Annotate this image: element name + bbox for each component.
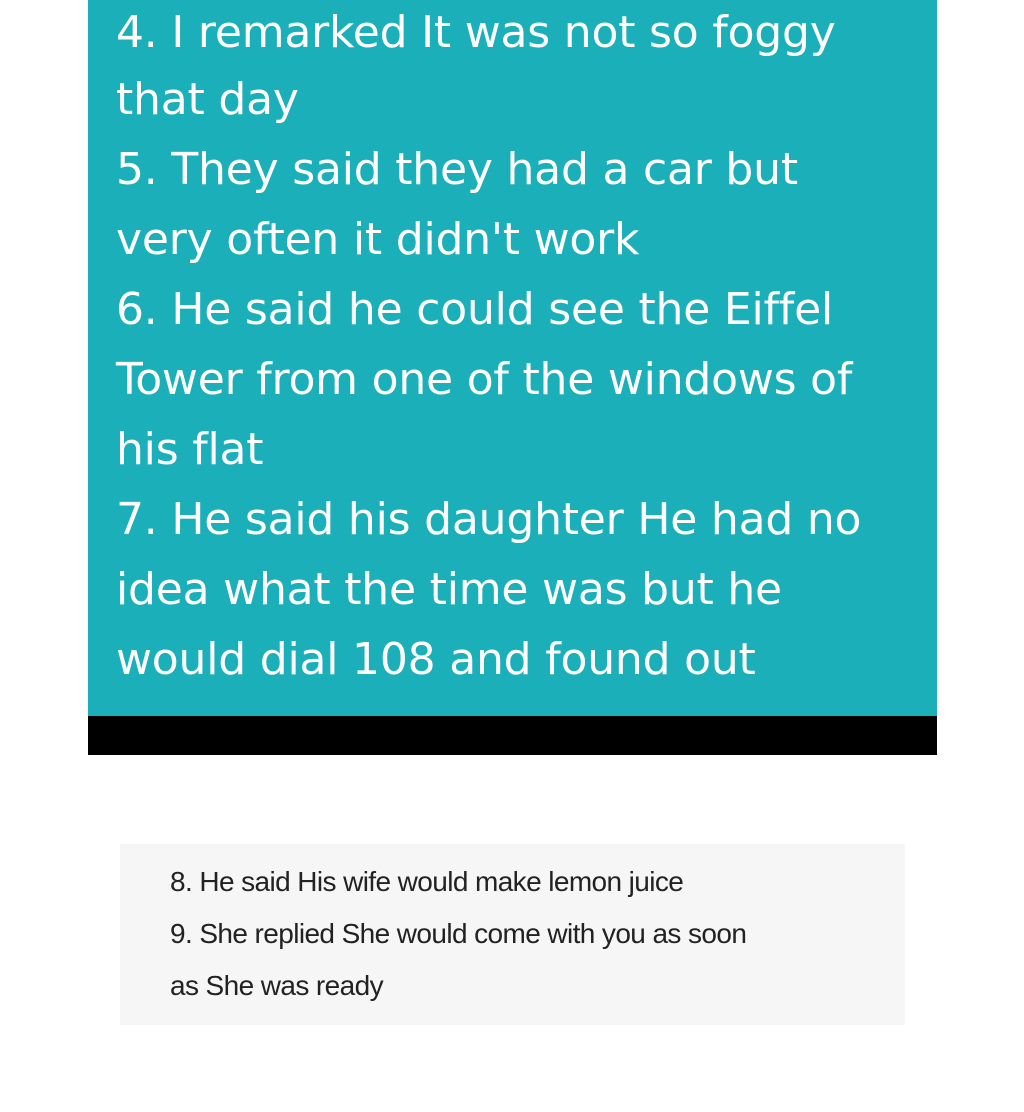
answer-7-line-2: idea what the time was but he <box>116 564 782 615</box>
black-bar <box>88 716 937 755</box>
teal-card-text <box>116 0 931 695</box>
answer-5-line-2: very often it didn't work <box>116 214 640 265</box>
grey-box-text <box>170 856 890 1012</box>
answer-6-line-2: Tower from one of the windows of <box>116 354 853 405</box>
answer-6-line-1: 6. He said he could see the Eiffel <box>116 284 833 335</box>
answer-5-line-1: 5. They said they had a car but <box>116 144 798 195</box>
answer-9-line-1: 9. She replied She would come with you as soon <box>170 918 747 949</box>
answer-8-line-1: 8. He said His wife would make lemon juice <box>170 866 684 897</box>
answer-4-line-1: 4. I remarked It was not so foggy <box>116 7 836 58</box>
answer-7-line-1: 7. He said his daughter He had no <box>116 494 862 545</box>
answer-4-line-2: that day <box>116 74 299 125</box>
answer-9-line-2: as She was ready <box>170 970 383 1001</box>
answer-6-line-3: his flat <box>116 424 264 475</box>
answer-7-line-3: would dial 108 and found out <box>116 634 756 685</box>
